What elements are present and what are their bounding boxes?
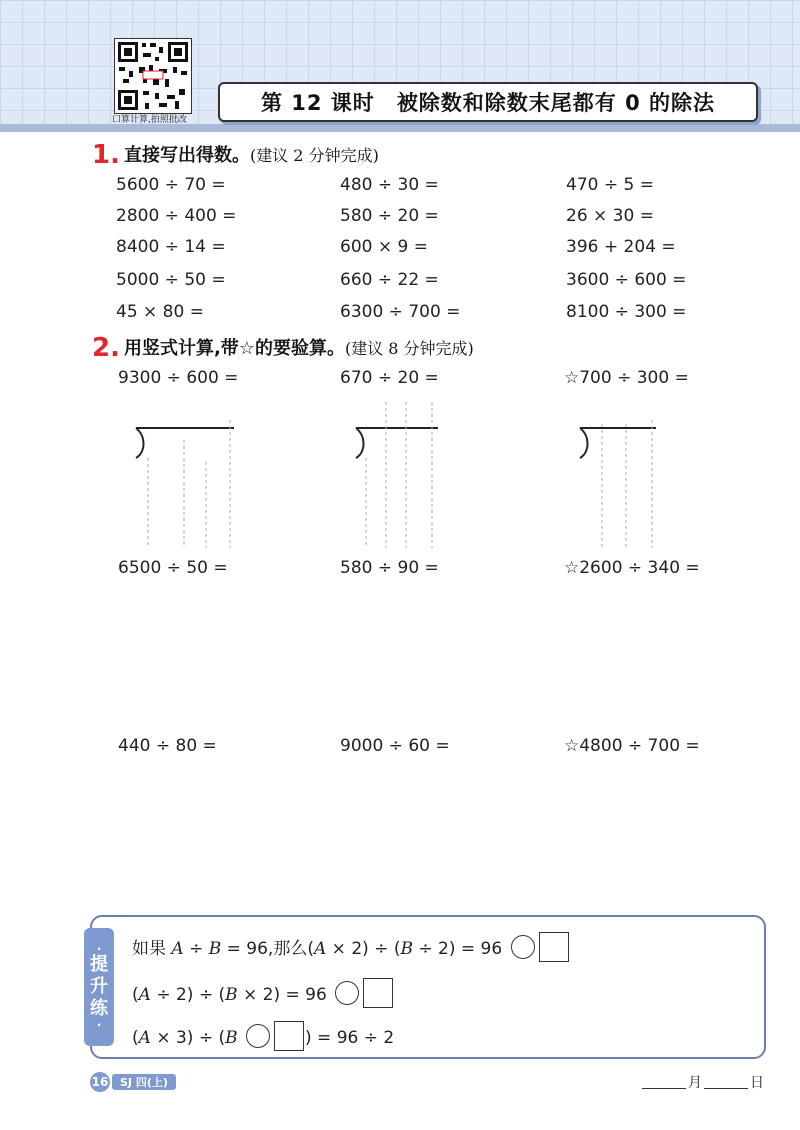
oral-problem: 480 ÷ 30 = bbox=[340, 175, 439, 195]
day-label: 日 bbox=[750, 1075, 764, 1091]
oral-problem: 26 × 30 = bbox=[566, 206, 654, 226]
lesson-title-box bbox=[218, 82, 758, 122]
section-2-heading bbox=[92, 333, 474, 363]
section-1-heading bbox=[92, 140, 379, 170]
section-1-note: (建议 2 分钟完成) bbox=[249, 146, 379, 165]
section-2-number: 2. bbox=[92, 333, 120, 363]
vertical-problem: 670 ÷ 20 = bbox=[340, 368, 439, 388]
practice-tab-char: 练 bbox=[90, 998, 108, 1019]
oral-problem: 2800 ÷ 400 = bbox=[116, 206, 237, 226]
long-division-guide bbox=[348, 400, 444, 550]
qr-code-icon[interactable] bbox=[114, 38, 192, 114]
long-division-guide bbox=[128, 400, 240, 550]
practice-tab-char: 提 bbox=[90, 954, 108, 975]
vertical-problem: 9000 ÷ 60 = bbox=[340, 736, 450, 756]
oral-problem: 6300 ÷ 700 = bbox=[340, 302, 461, 322]
vertical-problem: 9300 ÷ 600 = bbox=[118, 368, 239, 388]
practice-line-1: 如果 A ÷ B = 96,那么(A × 2) ÷ (B ÷ 2) = 96 bbox=[132, 932, 570, 962]
header-bottom-stripe bbox=[0, 124, 800, 132]
day-blank[interactable] bbox=[704, 1074, 748, 1089]
practice-line-2: (A ÷ 2) ÷ (B × 2) = 96 bbox=[132, 978, 394, 1008]
oral-problem: 600 × 9 = bbox=[340, 237, 428, 257]
vertical-problem: 6500 ÷ 50 = bbox=[118, 558, 228, 578]
vertical-problem: 440 ÷ 80 = bbox=[118, 736, 217, 756]
oral-problem: 8400 ÷ 14 = bbox=[116, 237, 226, 257]
answer-box[interactable] bbox=[274, 1021, 304, 1051]
oral-problem: 5000 ÷ 50 = bbox=[116, 270, 226, 290]
practice-tab-char: 升 bbox=[90, 976, 108, 997]
answer-circle[interactable] bbox=[246, 1024, 270, 1048]
month-label: 月 bbox=[688, 1075, 702, 1091]
oral-problem: 3600 ÷ 600 = bbox=[566, 270, 687, 290]
month-blank[interactable] bbox=[642, 1074, 686, 1089]
oral-problem: 396 + 204 = bbox=[566, 237, 676, 257]
oral-problem: 660 ÷ 22 = bbox=[340, 270, 439, 290]
oral-problem: 580 ÷ 20 = bbox=[340, 206, 439, 226]
oral-problem: 45 × 80 = bbox=[116, 302, 204, 322]
book-label: SJ 四(上) bbox=[112, 1074, 176, 1090]
practice-tab: · 提 升 练 · bbox=[84, 928, 114, 1046]
lesson-title: 被除数和除数末尾都有 0 的除法 bbox=[396, 91, 716, 115]
oral-problem: 8100 ÷ 300 = bbox=[566, 302, 687, 322]
section-2-note: (建议 8 分钟完成) bbox=[344, 339, 474, 358]
vertical-problem: ☆700 ÷ 300 = bbox=[564, 368, 689, 388]
qr-caption: 口算计算,拍照批改 bbox=[112, 115, 187, 125]
section-2-title: 用竖式计算,带☆的要验算。 bbox=[123, 338, 345, 359]
oral-problem: 5600 ÷ 70 = bbox=[116, 175, 226, 195]
practice-line-3: (A × 3) ÷ (B ) = 96 ÷ 2 bbox=[132, 1021, 394, 1051]
answer-circle[interactable] bbox=[335, 981, 359, 1005]
answer-box[interactable] bbox=[539, 932, 569, 962]
vertical-problem: 580 ÷ 90 = bbox=[340, 558, 439, 578]
vertical-problem: ☆2600 ÷ 340 = bbox=[564, 558, 700, 578]
date-field bbox=[640, 1072, 764, 1092]
lesson-number: 第 12 课时 bbox=[260, 91, 375, 115]
answer-box[interactable] bbox=[363, 978, 393, 1008]
answer-circle[interactable] bbox=[511, 935, 535, 959]
long-division-guide bbox=[572, 400, 662, 550]
page-number: 16 bbox=[90, 1072, 110, 1092]
oral-problem: 470 ÷ 5 = bbox=[566, 175, 654, 195]
section-1-title: 直接写出得数。 bbox=[123, 145, 250, 166]
section-1-number: 1. bbox=[92, 140, 120, 170]
vertical-problem: ☆4800 ÷ 700 = bbox=[564, 736, 700, 756]
